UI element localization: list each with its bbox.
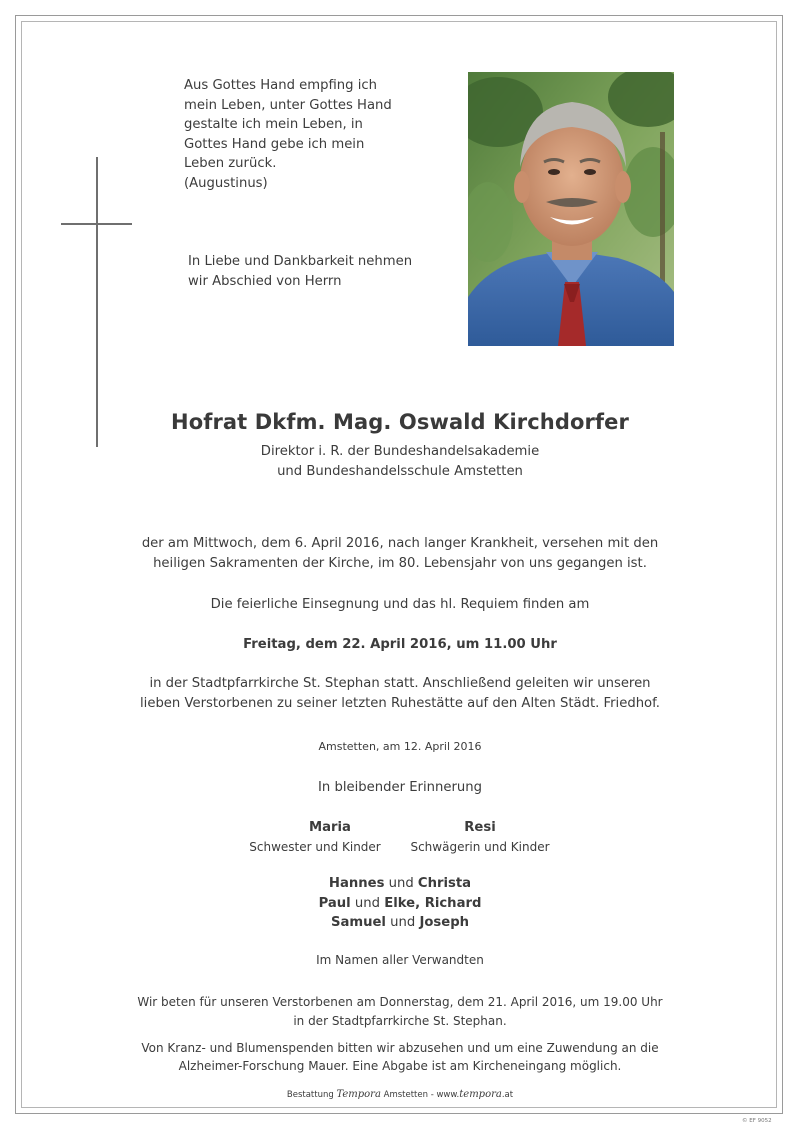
- cross-icon: [96, 157, 98, 447]
- quote-line: Gottes Hand gebe ich mein: [184, 136, 365, 152]
- relatives-line: Im Namen aller Verwandten: [316, 953, 484, 967]
- footer-prefix: Bestattung: [286, 1090, 334, 1100]
- footer-website-brand: tempora: [459, 1089, 502, 1100]
- funeral-place-line2: lieben Verstorbenen zu seiner letzten Ruhestätte auf den Alten Städt. Friedhof.: [140, 696, 660, 711]
- memory-heading: In bleibender Erinnerung: [318, 780, 482, 795]
- mourner-pair: [0, 874, 800, 894]
- farewell-text: [188, 252, 448, 291]
- mourner-name: Paul: [318, 896, 351, 911]
- connector-text: und: [354, 896, 380, 911]
- mourner-right-name: Resi: [464, 820, 496, 835]
- bible-quote: [184, 76, 434, 194]
- deceased-name: Hofrat Dkfm. Mag. Oswald Kirchdorfer: [171, 410, 629, 434]
- funeral-home-logo: Tempora: [336, 1089, 381, 1100]
- deceased-title-line2: und Bundeshandelsschule Amstetten: [277, 464, 523, 479]
- mourner-pair: [0, 894, 800, 914]
- mourner-pair: [0, 913, 800, 933]
- funeral-intro: Die feierliche Einsegnung und das hl. Requiem finden am: [210, 597, 590, 612]
- portrait-photo: [468, 72, 674, 346]
- mourner-name: Samuel: [330, 915, 386, 930]
- quote-author: (Augustinus): [184, 175, 268, 191]
- footer-middle: Amstetten - www.: [383, 1090, 460, 1100]
- connector-text: und: [388, 876, 414, 891]
- mourner-left-relation: Schwester und Kinder: [249, 840, 381, 854]
- farewell-line: wir Abschied von Herrn: [188, 273, 342, 289]
- prayer-line2: in der Stadtpfarrkirche St. Stephan.: [293, 1014, 507, 1028]
- quote-line: mein Leben, unter Gottes Hand: [184, 97, 392, 113]
- cross-icon-bar: [61, 223, 132, 225]
- donation-line2: Alzheimer-Forschung Mauer. Eine Abgabe ist am Kircheneingang möglich.: [178, 1059, 622, 1073]
- footer-suffix: .at: [501, 1090, 514, 1100]
- copyright-mark: © EF 9052: [742, 1118, 772, 1124]
- place-date: Amstetten, am 12. April 2016: [318, 740, 482, 753]
- mourner-left-name: Maria: [309, 820, 351, 835]
- mourner-name: Joseph: [419, 915, 470, 930]
- funeral-place-line1: in der Stadtpfarrkirche St. Stephan statt. Anschließend geleiten wir unseren: [149, 676, 651, 691]
- deceased-title-line1: Direktor i. R. der Bundeshandelsakademie: [260, 444, 540, 459]
- funeral-home-footer: [0, 1089, 800, 1100]
- mourner-name: Elke, Richard: [384, 896, 482, 911]
- quote-line: Aus Gottes Hand empfing ich: [184, 78, 377, 93]
- funeral-date: Freitag, dem 22. April 2016, um 11.00 Uhr: [243, 637, 557, 652]
- mourner-right-relation: Schwägerin und Kinder: [410, 840, 550, 854]
- donation-line1: Von Kranz- und Blumenspenden bitten wir abzusehen und um eine Zuwendung an die: [141, 1041, 659, 1055]
- prayer-line1: Wir beten für unseren Verstorbenen am Donnerstag, dem 21. April 2016, um 19.00 Uhr: [137, 995, 663, 1009]
- farewell-line: In Liebe und Dankbarkeit nehmen: [188, 254, 413, 269]
- connector-text: und: [390, 915, 416, 930]
- quote-line: gestalte ich mein Leben, in: [184, 117, 363, 133]
- death-notice-line2: heiligen Sakramenten der Kirche, im 80. Lebensjahr von uns gegangen ist.: [153, 556, 647, 571]
- quote-line: Leben zurück.: [184, 156, 277, 172]
- death-notice-line1: der am Mittwoch, dem 6. April 2016, nach langer Krankheit, versehen mit den: [141, 536, 659, 551]
- mourner-name: Hannes: [328, 876, 385, 891]
- mourner-name: Christa: [417, 876, 472, 891]
